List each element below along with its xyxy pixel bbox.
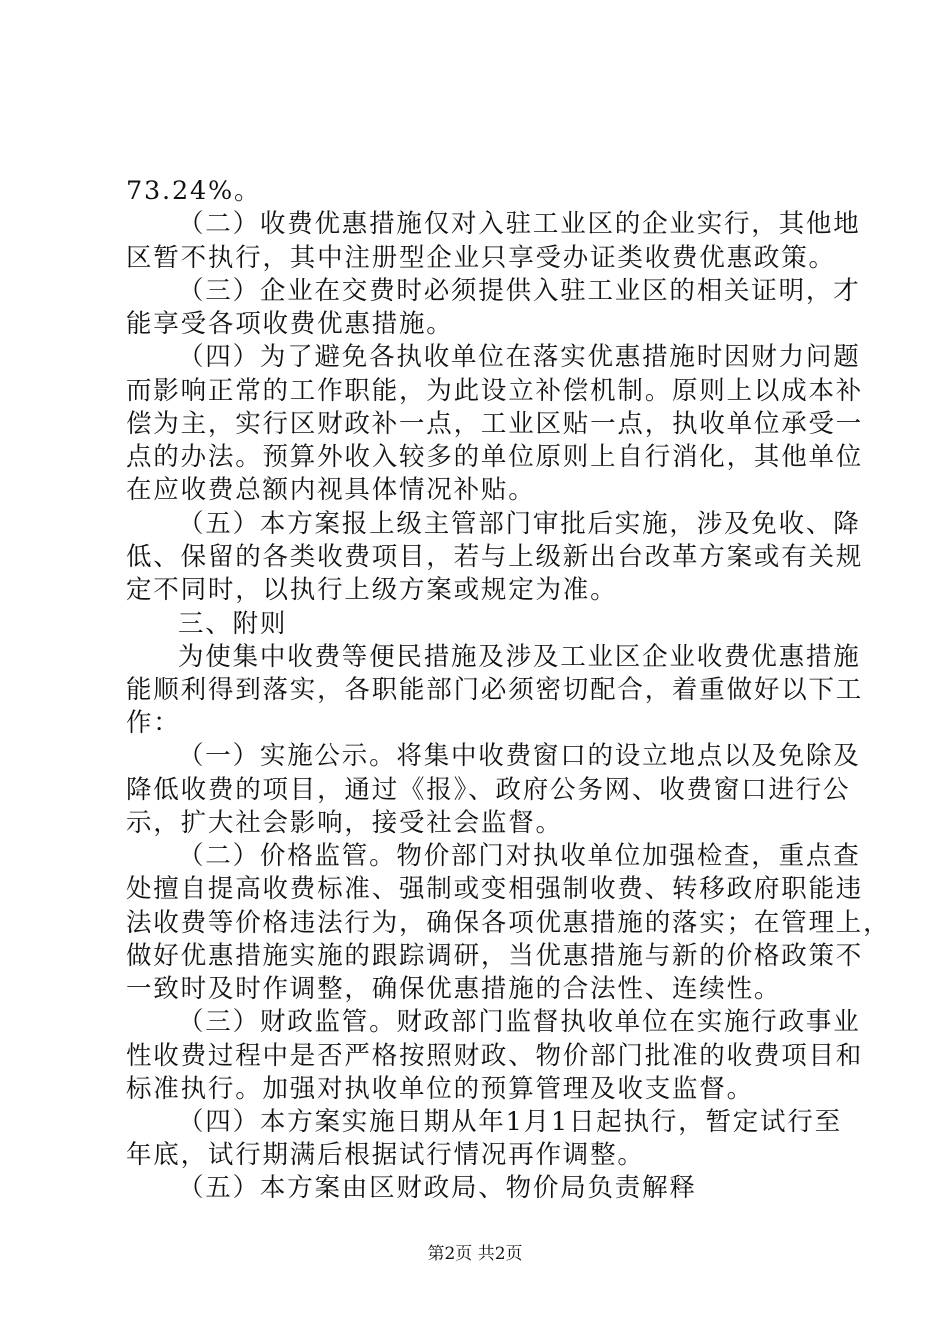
text-line: （五）本方案报上级主管部门审批后实施，涉及免收、降 — [178, 509, 861, 539]
text-line: 降低收费的项目，通过《报》、政府公务网、收费窗口进行公 — [126, 775, 851, 805]
text-line: 低、保留的各类收费项目，若与上级新出台改革方案或有关规 — [126, 542, 864, 572]
page-footer: 第2页 共2页 — [427, 1244, 523, 1264]
text-line: 法收费等价格违法行为，确保各项优惠措施的落实；在管理上， — [126, 908, 891, 938]
text-line: 处擅自提高收费标准、强制或变相强制收费、转移政府职能违 — [126, 874, 864, 904]
text-line: 示，扩大社会影响，接受社会监督。 — [126, 808, 563, 838]
text-line: 73.24%。 — [126, 176, 262, 206]
section-heading: 三、附则 — [178, 609, 288, 639]
text-line: 做好优惠措施实施的跟踪调研，当优惠措施与新的价格政策不 — [126, 941, 864, 971]
text-line: 点的办法。预算外收入较多的单位原则上自行消化，其他单位 — [126, 442, 864, 472]
text-line: （二）价格监管。物价部门对执收单位加强检查，重点查 — [178, 841, 861, 871]
text-line: 能享受各项收费优惠措施。 — [126, 309, 454, 339]
text-line: 区暂不执行，其中注册型企业只享受办证类收费优惠政策。 — [126, 243, 836, 273]
text-line: 在应收费总额内视具体情况补贴。 — [126, 475, 536, 505]
text-line: 年底，试行期满后根据试行情况再作调整。 — [126, 1140, 645, 1170]
text-line: 一致时及时作调整，确保优惠措施的合法性、连续性。 — [126, 974, 782, 1004]
text-line: （四）本方案实施日期从年1月1日起执行，暂定试行至 — [178, 1107, 842, 1137]
text-line: 为使集中收费等便民措施及涉及工业区企业收费优惠措施 — [178, 642, 861, 672]
text-line: 作： — [126, 708, 181, 738]
text-line: 能顺利得到落实，各职能部门必须密切配合，着重做好以下工 — [126, 675, 864, 705]
text-line: （四）为了避免各执收单位在落实优惠措施时因财力问题 — [178, 342, 861, 372]
text-line: 偿为主，实行区财政补一点，工业区贴一点，执收单位承受一 — [126, 409, 864, 439]
text-line: 标准执行。加强对执收单位的预算管理及收支监督。 — [126, 1074, 754, 1104]
text-line: （五）本方案由区财政局、物价局负责解释 — [178, 1173, 697, 1203]
text-line: （三）企业在交费时必须提供入驻工业区的相关证明，才 — [178, 276, 861, 306]
text-line: 性收费过程中是否严格按照财政、物价部门批准的收费项目和 — [126, 1041, 864, 1071]
text-line: （一）实施公示。将集中收费窗口的设立地点以及免除及 — [178, 741, 861, 771]
text-line: 定不同时，以执行上级方案或规定为准。 — [126, 575, 618, 605]
text-line: （二）收费优惠措施仅对入驻工业区的企业实行，其他地 — [178, 209, 861, 239]
text-line: 而影响正常的工作职能，为此设立补偿机制。原则上以成本补 — [126, 376, 864, 406]
text-line: （三）财政监管。财政部门监督执收单位在实施行政事业 — [178, 1007, 861, 1037]
